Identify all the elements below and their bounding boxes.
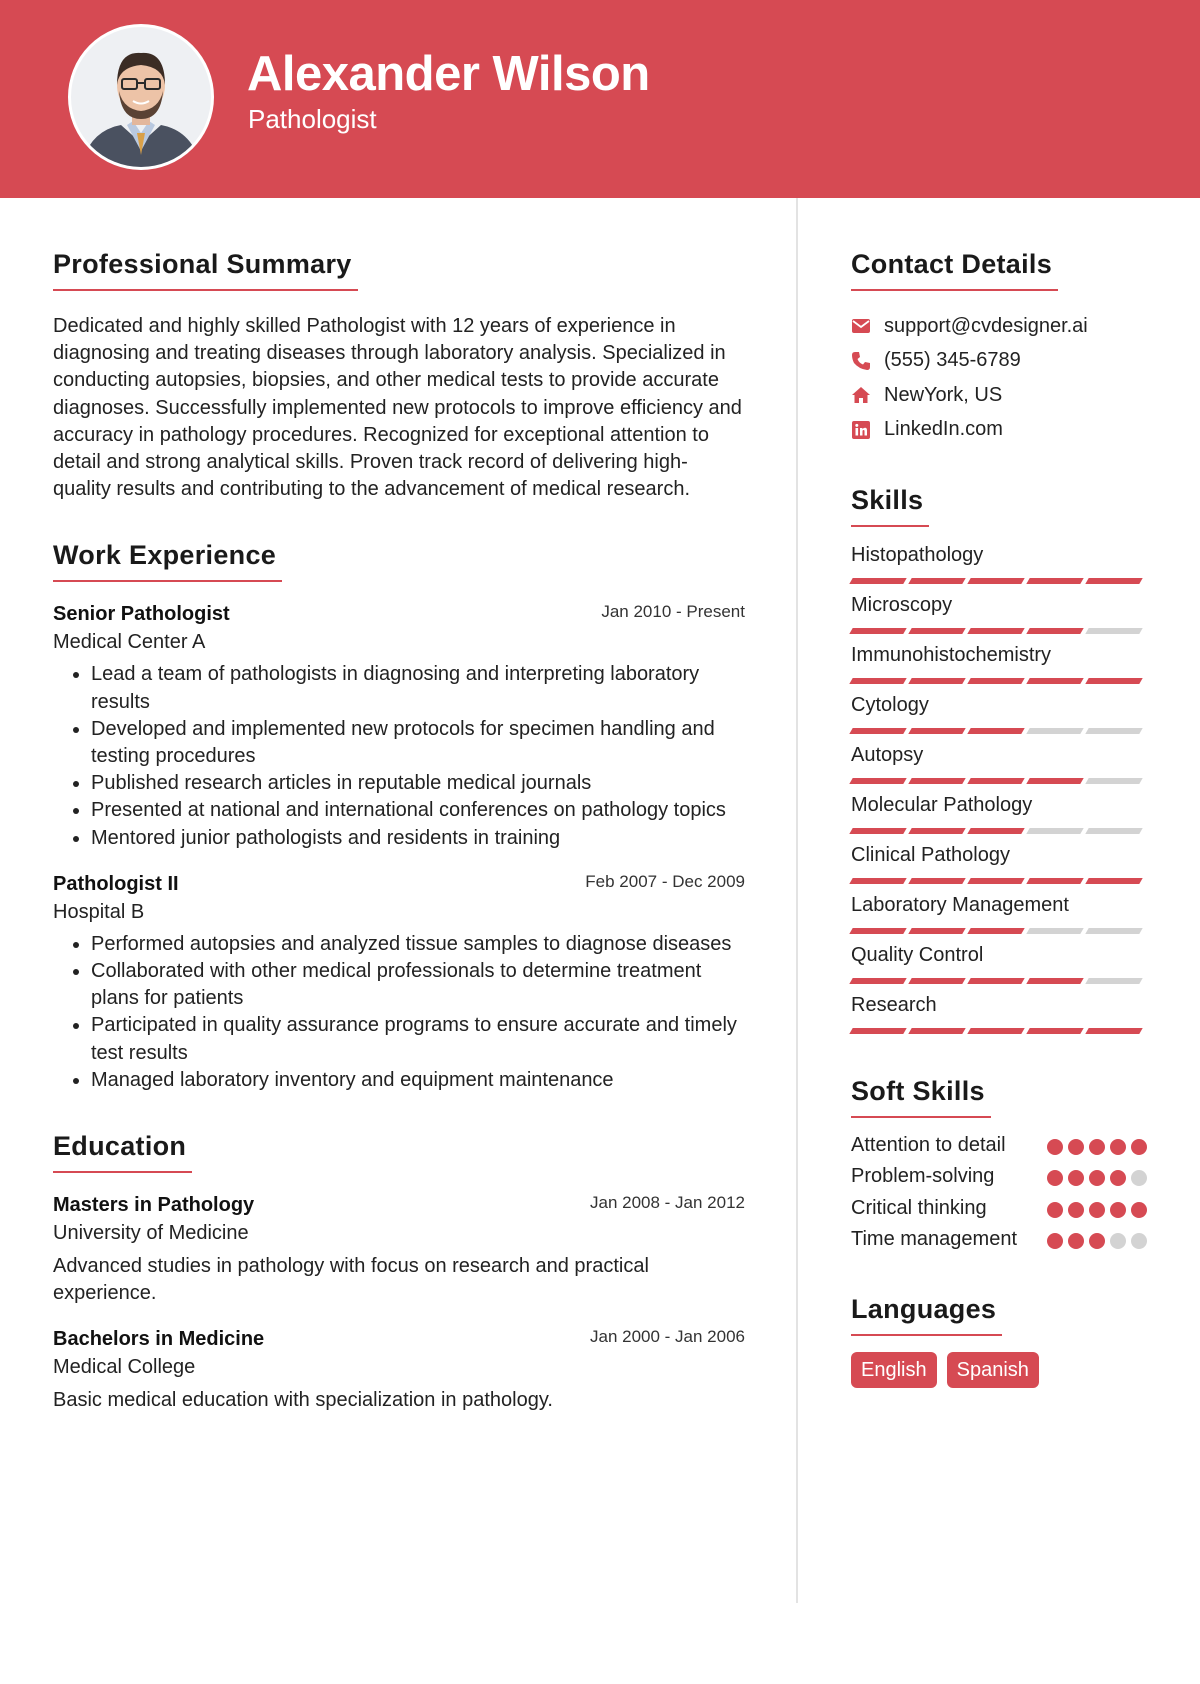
skill-level-segment	[967, 928, 1024, 934]
skill-level-segment	[1085, 878, 1142, 884]
contact-text: (555) 345-6789	[884, 349, 1021, 372]
soft-skill-name: Problem-solving	[851, 1165, 995, 1187]
skill-item	[851, 991, 1147, 1041]
soft-skill-name: Attention to detail	[851, 1134, 1006, 1156]
contact-phone[interactable]	[851, 344, 1147, 379]
job-entry	[53, 870, 745, 1094]
skill-level-segment	[908, 978, 965, 984]
skill-level-segment	[908, 778, 965, 784]
skill-level-segment	[967, 778, 1024, 784]
skill-name: Autopsy	[851, 744, 924, 766]
job-title: Senior Pathologist	[53, 603, 230, 626]
rating-dot	[1089, 1202, 1105, 1218]
skill-level-segment	[849, 578, 906, 584]
skill-name: Immunohistochemistry	[851, 644, 1052, 666]
skill-level-segment	[849, 678, 906, 684]
rating-dot	[1131, 1233, 1147, 1249]
school-name: University of Medicine	[53, 1222, 249, 1245]
rating-dot	[1047, 1170, 1063, 1186]
job-company: Hospital B	[53, 900, 145, 923]
skill-level-segment	[908, 578, 965, 584]
soft-skill-name: Critical thinking	[851, 1197, 987, 1219]
skill-level-segment	[1026, 878, 1083, 884]
summary-text: Dedicated and highly skilled Pathologist with 12 years of experience in diagnosing and treating diseases through laboratory analysis. Specialized in conducting autopsies, biopsies, and other medical tests to provide accurate diagnoses. Successfully implemented new protocols to improve efficiency and accuracy in pathology procedures. Recognized for exceptional attention to detail and strong analytical skills. Proven track record of delivering high-quality results and contributing to the advancement of medical research.	[53, 315, 742, 501]
soft-skill-rating	[1047, 1195, 1147, 1222]
skill-level-segment	[908, 678, 965, 684]
skill-level-segment	[849, 1028, 906, 1034]
rating-dot	[1068, 1170, 1084, 1186]
skill-level-segment	[1026, 628, 1083, 634]
list-item: • Presented at national and international conferences on pathology topics	[91, 797, 745, 824]
section-heading: Languages	[851, 1291, 1002, 1336]
skill-level-segment	[967, 1028, 1024, 1034]
skill-item	[851, 641, 1147, 691]
contact-location	[851, 378, 1147, 413]
job-dates: Jan 2010 - Present	[601, 602, 745, 622]
list-item: • Developed and implemented new protocols for specimen handling and testing procedures	[91, 716, 745, 770]
skill-item	[851, 791, 1147, 841]
rating-dot	[1131, 1139, 1147, 1155]
soft-skill-item	[851, 1132, 1147, 1159]
skill-level-bar	[851, 928, 1147, 934]
education-description: Basic medical education with specialization in pathology.	[53, 1389, 553, 1412]
skill-level-segment	[849, 728, 906, 734]
rating-dot	[1068, 1233, 1084, 1249]
rating-dot	[1089, 1170, 1105, 1186]
contact-list	[851, 309, 1147, 447]
skill-level-bar	[851, 1028, 1147, 1034]
rating-dot	[1047, 1202, 1063, 1218]
job-title: Pathologist II	[53, 872, 179, 895]
rating-dot	[1047, 1233, 1063, 1249]
education-entry	[53, 1191, 745, 1307]
skill-name: Microscopy	[851, 594, 953, 616]
soft-skill-rating	[1047, 1163, 1147, 1190]
soft-skill-item	[851, 1195, 1147, 1222]
education-description: Advanced studies in pathology with focus on research and practical experience.	[53, 1255, 649, 1305]
experience-section	[53, 537, 745, 1094]
soft-skill-name: Time management	[851, 1228, 1017, 1250]
list-item: • Published research articles in reputable medical journals	[91, 770, 745, 797]
skill-level-segment	[1026, 928, 1083, 934]
skill-level-segment	[1026, 678, 1083, 684]
skill-level-segment	[1085, 828, 1142, 834]
job-header	[53, 600, 745, 628]
soft-skills-section	[851, 1073, 1147, 1253]
skill-level-segment	[849, 978, 906, 984]
column-divider	[796, 198, 798, 1603]
skill-level-segment	[967, 628, 1024, 634]
skill-level-segment	[1085, 728, 1142, 734]
skill-level-segment	[1026, 578, 1083, 584]
skill-level-segment	[1026, 728, 1083, 734]
skill-level-segment	[1085, 578, 1142, 584]
avatar	[68, 24, 214, 170]
skill-level-segment	[908, 828, 965, 834]
skill-level-segment	[1026, 978, 1083, 984]
skill-level-bar	[851, 678, 1147, 684]
resume-header	[0, 0, 1200, 198]
skill-item	[851, 841, 1147, 891]
skill-level-segment	[967, 978, 1024, 984]
education-section	[53, 1128, 745, 1415]
skill-level-segment	[967, 828, 1024, 834]
soft-skill-rating	[1047, 1226, 1147, 1253]
skill-level-bar	[851, 978, 1147, 984]
rating-dot	[1131, 1202, 1147, 1218]
skill-level-segment	[1026, 778, 1083, 784]
section-heading: Professional Summary	[53, 246, 358, 291]
skill-level-segment	[1026, 1028, 1083, 1034]
skill-level-segment	[1085, 1028, 1142, 1034]
degree-title: Masters in Pathology	[53, 1194, 255, 1217]
skill-level-segment	[1085, 928, 1142, 934]
rating-dot	[1110, 1170, 1126, 1186]
skill-level-segment	[908, 628, 965, 634]
sidebar-column	[851, 246, 1147, 1388]
skill-name: Clinical Pathology	[851, 844, 1010, 866]
skill-level-segment	[1085, 978, 1142, 984]
envelope-icon	[851, 316, 871, 336]
skill-level-segment	[1085, 778, 1142, 784]
candidate-title: Pathologist	[248, 104, 377, 134]
section-heading: Contact Details	[851, 246, 1058, 291]
list-item: • Collaborated with other medical professionals to determine treatment plans for patients	[91, 958, 745, 1012]
skill-level-segment	[849, 628, 906, 634]
home-icon	[851, 385, 871, 405]
list-item: • Lead a team of pathologists in diagnosing and interpreting laboratory results	[91, 661, 745, 715]
school-name: Medical College	[53, 1356, 196, 1379]
rating-dot	[1068, 1139, 1084, 1155]
skill-level-segment	[967, 678, 1024, 684]
soft-skills-list	[851, 1132, 1147, 1253]
skill-level-segment	[967, 578, 1024, 584]
skill-level-segment	[967, 878, 1024, 884]
list-item: • Managed laboratory inventory and equipment maintenance	[91, 1067, 745, 1094]
rating-dot	[1089, 1139, 1105, 1155]
contact-section	[851, 246, 1147, 447]
job-header	[53, 870, 745, 898]
skill-item	[851, 891, 1147, 941]
skill-level-bar	[851, 828, 1147, 834]
soft-skill-item	[851, 1163, 1147, 1190]
contact-text: LinkedIn.com	[884, 418, 1003, 441]
education-dates: Jan 2008 - Jan 2012	[589, 1193, 745, 1213]
profile-photo	[71, 27, 211, 167]
skill-item	[851, 591, 1147, 641]
skills-list	[851, 541, 1147, 1041]
rating-dot	[1110, 1139, 1126, 1155]
skill-item	[851, 741, 1147, 791]
rating-dot	[1110, 1202, 1126, 1218]
languages-list	[851, 1352, 1147, 1388]
education-header	[53, 1325, 745, 1353]
languages-section	[851, 1291, 1147, 1388]
skill-level-bar	[851, 628, 1147, 634]
list-item: • Participated in quality assurance programs to ensure accurate and timely test results	[91, 1012, 745, 1066]
soft-skill-rating	[1047, 1132, 1147, 1159]
skill-level-segment	[849, 778, 906, 784]
skill-level-segment	[908, 878, 965, 884]
education-dates: Jan 2000 - Jan 2006	[589, 1327, 745, 1347]
skill-level-segment	[849, 828, 906, 834]
language-badge: Spanish	[947, 1352, 1039, 1388]
skill-level-bar	[851, 878, 1147, 884]
section-heading: Work Experience	[53, 537, 282, 582]
soft-skill-item	[851, 1226, 1147, 1253]
rating-dot	[1068, 1202, 1084, 1218]
skill-level-segment	[967, 728, 1024, 734]
education-header	[53, 1191, 745, 1219]
section-heading: Skills	[851, 482, 929, 527]
contact-email[interactable]	[851, 309, 1147, 344]
candidate-name: Alexander Wilson	[247, 47, 650, 101]
rating-dot	[1047, 1139, 1063, 1155]
list-item: • Performed autopsies and analyzed tissue samples to diagnose diseases	[91, 931, 745, 958]
skill-level-segment	[1026, 828, 1083, 834]
contact-text: NewYork, US	[884, 383, 1003, 406]
skill-name: Histopathology	[851, 544, 984, 566]
skill-level-bar	[851, 728, 1147, 734]
phone-icon	[851, 351, 871, 371]
section-heading: Education	[53, 1128, 192, 1173]
skill-name: Laboratory Management	[851, 894, 1069, 916]
skills-section	[851, 482, 1147, 1041]
skill-level-segment	[1085, 678, 1142, 684]
job-company: Medical Center A	[53, 631, 206, 654]
skill-level-segment	[908, 728, 965, 734]
skill-name: Cytology	[851, 694, 929, 716]
skill-level-segment	[908, 928, 965, 934]
skill-name: Research	[851, 994, 937, 1016]
skill-name: Molecular Pathology	[851, 794, 1033, 816]
skill-level-segment	[908, 1028, 965, 1034]
skill-level-bar	[851, 578, 1147, 584]
job-entry	[53, 600, 745, 851]
skill-level-segment	[849, 928, 906, 934]
section-heading: Soft Skills	[851, 1073, 991, 1118]
rating-dot	[1089, 1233, 1105, 1249]
skill-level-bar	[851, 778, 1147, 784]
main-column	[53, 246, 745, 1415]
list-item: • Mentored junior pathologists and residents in training	[91, 825, 745, 852]
skill-name: Quality Control	[851, 944, 984, 966]
language-badge: English	[851, 1352, 937, 1388]
rating-dot	[1110, 1233, 1126, 1249]
job-bullets	[53, 661, 745, 851]
skill-level-segment	[1085, 628, 1142, 634]
rating-dot	[1131, 1170, 1147, 1186]
skill-item	[851, 941, 1147, 991]
skill-item	[851, 541, 1147, 591]
summary-section	[53, 246, 745, 503]
contact-linkedin[interactable]	[851, 413, 1147, 448]
education-entry	[53, 1325, 745, 1414]
linkedin-icon	[851, 420, 871, 440]
skill-level-segment	[849, 878, 906, 884]
degree-title: Bachelors in Medicine	[53, 1328, 265, 1351]
job-bullets	[53, 931, 745, 1094]
skill-item	[851, 691, 1147, 741]
contact-text: support@cvdesigner.ai	[884, 314, 1088, 337]
job-dates: Feb 2007 - Dec 2009	[585, 871, 745, 891]
